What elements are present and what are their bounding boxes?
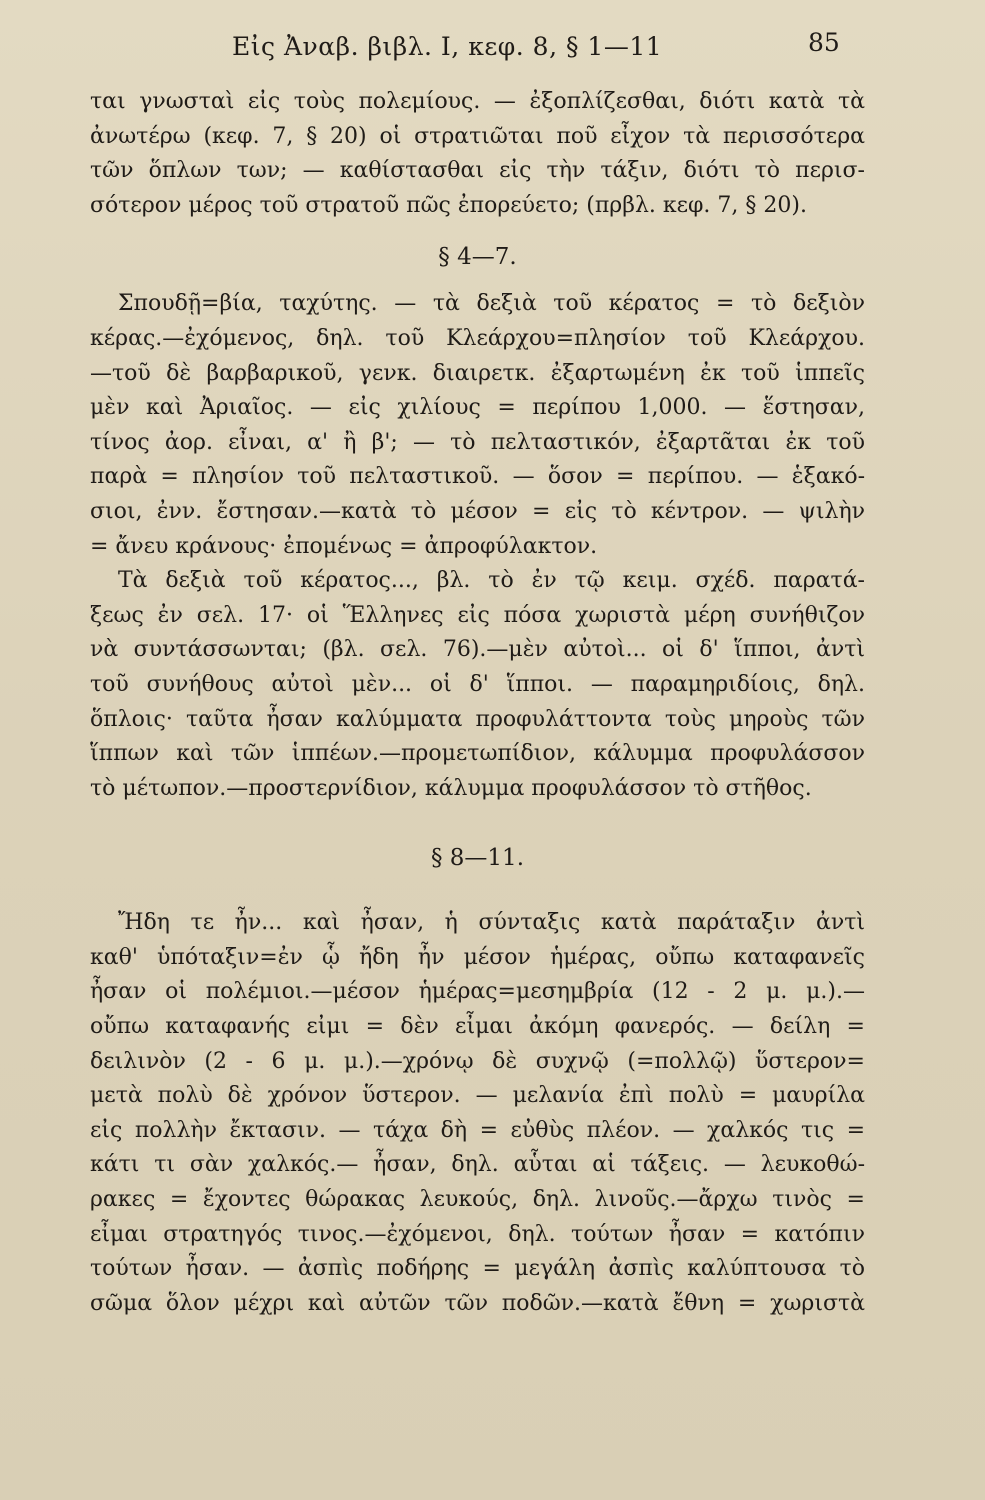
text-line: ἦσαν οἱ πολέμιοι.—μέσον ἡμέρας=μεσημβρία (12 - 2 μ. μ.).—	[90, 979, 865, 1005]
text-line: κάτι τι σὰν χαλκός.— ἦσαν, δηλ. αὗται αἱ τάξεις. — λευκοθώ-	[90, 1152, 865, 1178]
text-line: ὅπλοις· ταῦτα ἦσαν καλύμματα προφυλάττοντα τοὺς μηροὺς τῶν	[90, 706, 865, 732]
paragraph-4	[90, 906, 865, 1321]
text-line: εἰς πολλὴν ἔκτασιν. — τάχα δὴ = εὐθὺς πλέον. — χαλκός τις =	[90, 1117, 865, 1143]
page-header	[0, 28, 985, 68]
text-line: ται γνωσταὶ εἰς τοὺς πολεμίους. — ἐξοπλίζεσθαι, διότι κατὰ τὰ	[90, 89, 865, 114]
text-line: —τοῦ δὲ βαρβαρικοῦ, γενκ. διαιρετκ. ἐξαρτωμένη ἐκ τοῦ ἱππεῖς	[90, 360, 865, 386]
text-line: τὸ μέτωπον.—προστερνίδιον, κάλυμμα προφυλάσσον τὸ στῆθος.	[90, 775, 812, 801]
paragraph-2	[90, 287, 865, 564]
text-line: κέρας.—ἐχόμενος, δηλ. τοῦ Κλεάρχου=πλησίον τοῦ Κλεάρχου.	[90, 325, 865, 351]
text-line: = ἄνευ κράνους· ἐπομένως = ἀπροφύλακτον.	[90, 533, 598, 559]
text-line: μετὰ πολὺ δὲ χρόνον ὕστερον. — μελανία ἐπὶ πολὺ = μαυρίλα	[90, 1083, 865, 1109]
text-line: οὔπω καταφανής εἰμι = δὲν εἶμαι ἀκόμη φανερός. — δείλη =	[90, 1014, 865, 1040]
body-text	[90, 85, 865, 1321]
section-heading-4-7: § 4—7.	[438, 244, 517, 271]
text-line: τῶν ὅπλων των; — καθίστασθαι εἰς τὴν τάξιν, διότι τὸ περισ-	[90, 158, 865, 184]
paragraph-3	[90, 564, 865, 806]
running-head: Εἰς Ἀναβ. βιβλ. I, κεφ. 8, § 1—11	[232, 32, 663, 61]
text-line: σιοι, ἐνν. ἔστησαν.—κατὰ τὸ μέσον = εἰς τὸ κέντρον. — ψιλὴν	[90, 498, 865, 524]
text-line: καθ' ὑπόταξιν=ἐν ᾧ ἤδη ἦν μέσον ἡμέρας, οὔπω καταφανεῖς	[90, 944, 865, 970]
page-number: 85	[808, 28, 840, 57]
text-line: σότερον μέρος τοῦ στρατοῦ πῶς ἐπορεύετο; (πρβλ. κεφ. 7, § 20).	[90, 192, 807, 218]
text-line: ρακες = ἔχοντες θώρακας λευκούς, δηλ. λινοῦς.—ἄρχω τινὸς =	[90, 1187, 865, 1213]
text-line: μὲν καὶ Ἀριαῖος. — εἰς χιλίους = περίπου 1,000. — ἕστησαν,	[90, 395, 865, 421]
section-heading-8-11: § 8—11.	[430, 845, 525, 872]
spacer	[90, 806, 865, 824]
text-line: Τὰ δεξιὰ τοῦ κέρατος..., βλ. τὸ ἐν τῷ κειμ. σχέδ. παρατά-	[118, 568, 865, 594]
text-line: σῶμα ὅλον μέχρι καὶ αὐτῶν τῶν ποδῶν.—κατὰ ἔθνη = χωριστὰ	[90, 1290, 865, 1316]
text-line: νὰ συντάσσωνται; (βλ. σελ. 76).—μὲν αὐτοὶ... οἱ δ' ἵπποι, ἀντὶ	[90, 637, 865, 663]
text-line: τοῦ συνήθους αὐτοὶ μὲν... οἱ δ' ἵπποι. — παραμηριδίοις, δηλ.	[90, 671, 865, 697]
paragraph-1	[90, 85, 865, 223]
text-line: τούτων ἦσαν. — ἀσπὶς ποδήρης = μεγάλη ἀσπὶς καλύπτουσα τὸ	[90, 1256, 865, 1282]
text-line: δειλινὸν (2 - 6 μ. μ.).—χρόνῳ δὲ συχνῷ (=πολλῷ) ὕστερον=	[90, 1048, 865, 1074]
text-line: ἵππων καὶ τῶν ἱππέων.—προμετωπίδιον, κάλυμμα προφυλάσσον	[90, 741, 865, 767]
text-line: εἶμαι στρατηγός τινος.—ἐχόμενοι, δηλ. τούτων ἦσαν = κατόπιν	[90, 1221, 865, 1247]
text-line: παρὰ = πλησίον τοῦ πελταστικοῦ. — ὅσον = περίπου. — ἑξακό-	[90, 464, 865, 490]
text-line: ἀνωτέρω (κεφ. 7, § 20) οἱ στρατιῶται ποῦ εἶχον τὰ περισσότερα	[90, 123, 865, 149]
text-line: ξεως ἐν σελ. 17· οἱ Ἕλληνες εἰς πόσα χωριστὰ μέρη συνήθιζον	[90, 602, 865, 628]
text-line: τίνος ἀορ. εἶναι, α' ἢ β'; — τὸ πελταστικόν, ἐξαρτᾶται ἐκ τοῦ	[90, 429, 865, 455]
text-line: Ἤδη τε ἦν... καὶ ἦσαν, ἡ σύνταξις κατὰ παράταξιν ἀντὶ	[118, 910, 865, 936]
text-line: Σπουδῇ=βία, ταχύτης. — τὰ δεξιὰ τοῦ κέρατος = τὸ δεξιὸν	[118, 291, 865, 317]
spacer	[90, 888, 865, 906]
